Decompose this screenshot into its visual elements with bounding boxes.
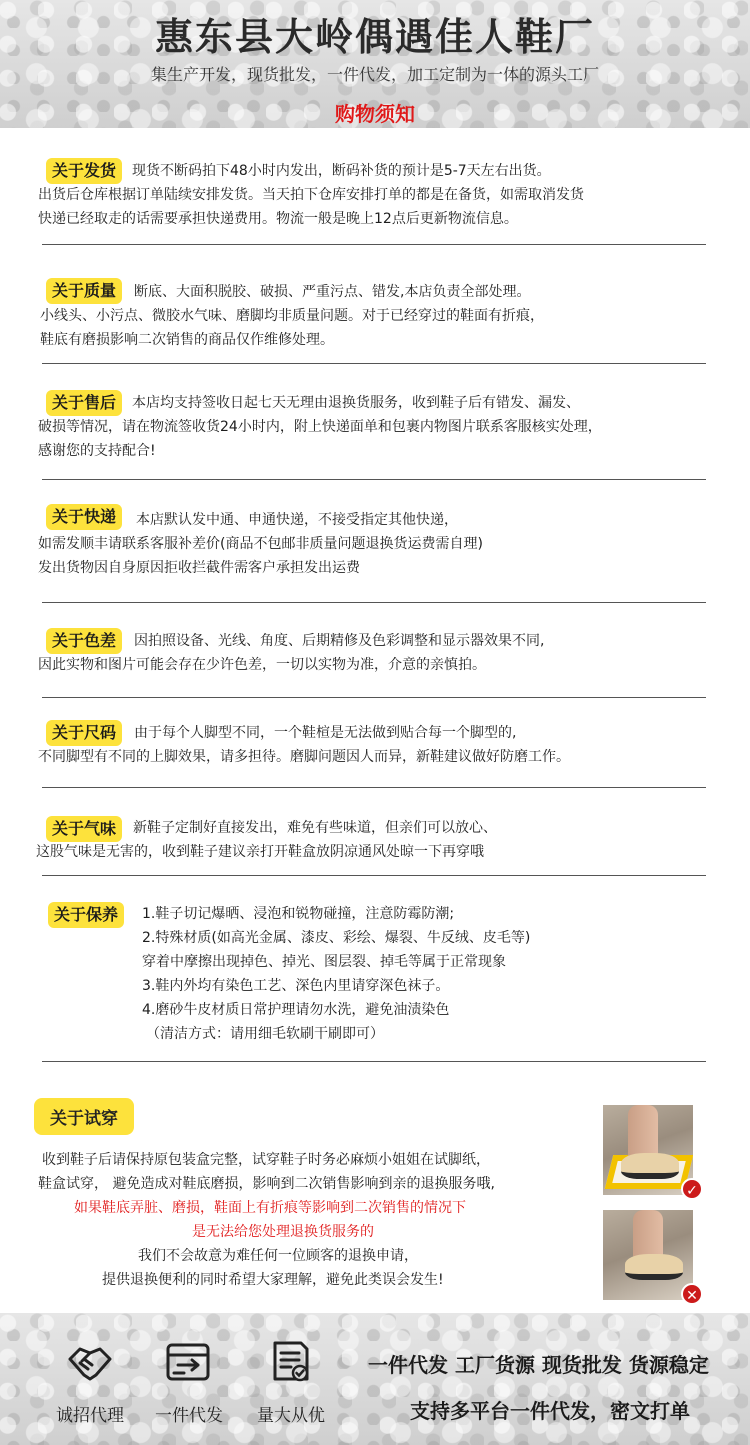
section-line: 发出货物因自身原因拒收拦截件需客户承担发出运费 (38, 560, 360, 576)
section-line: 穿着中摩擦出现掉色、掉光、图层裂、掉毛等属于正常现象 (142, 954, 506, 970)
section-line: 感谢您的支持配合! (38, 443, 156, 459)
section-line: 4.磨砂牛皮材质日常护理请勿水洗，避免油渍染色 (142, 1002, 450, 1018)
shopping-notice-heading: 购物须知 (335, 102, 415, 126)
section-line: 不同脚型有不同的上脚效果，请多担待。磨脚问题因人而异，新鞋建议做好防磨工作。 (38, 749, 570, 765)
section-line: （清洁方式：请用细毛软刷干刷即可） (146, 1026, 384, 1042)
tryon-line: 我们不会故意为难任何一位顾客的退换申请， (138, 1248, 418, 1264)
factory-subtitle: 集生产开发，现货批发，一件代发，加工定制为一体的源头工厂 (150, 65, 599, 84)
section-tag: 关于保养 (48, 902, 124, 928)
divider (42, 697, 706, 698)
section-line: 本店默认发中通、申通快递，不接受指定其他快递， (136, 512, 458, 528)
header-banner (0, 0, 750, 128)
footer-slogan-2: 支持多平台一件代发，密文打单 (410, 1399, 690, 1423)
section-line: 因拍照设备、光线、角度、后期精修及色彩调整和显示器效果不同, (134, 633, 545, 649)
section-line: 由于每个人脚型不同，一个鞋楦是无法做到贴合每一个脚型的, (134, 725, 517, 741)
section-line: 小线头、小污点、微胶水气味、磨脚均非质量问题。对于已经穿过的鞋面有折痕， (40, 308, 544, 324)
check-icon: ✓ (681, 1178, 703, 1200)
section-line: 快递已经取走的话需要承担快递费用。物流一般是晚上12点后更新物流信息。 (38, 211, 518, 227)
section-line: 出货后仓库根据订单陆续安排发货。当天拍下仓库安排打单的都是在备货，如需取消发货 (38, 187, 584, 203)
section-tag: 关于售后 (46, 390, 122, 416)
divider (42, 787, 706, 788)
notice-card (0, 128, 750, 1313)
factory-title: 惠东县大岭偶遇佳人鞋厂 (154, 15, 595, 59)
section-line: 3.鞋内外均有染色工艺、深色内里请穿深色袜子。 (142, 978, 450, 994)
section-line: 2.特殊材质(如高光金属、漆皮、彩绘、爆裂、牛反绒、皮毛等) (142, 930, 531, 946)
section-tag: 关于发货 (46, 158, 122, 184)
footer-item-dropship (144, 1339, 234, 1426)
tryon-line: 鞋盒试穿， 避免造成对鞋底磨损，影响到二次销售影响到亲的退换服务哦, (38, 1176, 495, 1192)
section-tag: 关于质量 (46, 278, 122, 304)
divider (42, 875, 706, 876)
divider (42, 1061, 706, 1062)
section-tag: 关于色差 (46, 628, 122, 654)
section-tag: 关于气味 (46, 816, 122, 842)
section-line: 破损等情况，请在物流签收货24小时内，附上快递面单和包裹内物图片联系客服核实处理， (38, 419, 602, 435)
tryon-warning-line: 如果鞋底弄脏、磨损，鞋面上有折痕等影响到二次销售的情况下 (74, 1200, 466, 1216)
shipping-box-icon (164, 1339, 214, 1385)
section-line: 因此实物和图片可能会存在少许色差，一切以实物为准，介意的亲慎拍。 (38, 657, 486, 673)
section-line: 这股气味是无害的，收到鞋子建议亲打开鞋盒放阴凉通风处晾一下再穿哦 (36, 844, 484, 860)
section-line: 本店均支持签收日起七天无理由退换货服务，收到鞋子后有错发、漏发、 (132, 395, 580, 411)
section-line: 断底、大面积脱胶、破损、严重污点、错发,本店负责全部处理。 (134, 284, 531, 300)
footer-item-bulk (246, 1339, 336, 1426)
section-line: 现货不断码拍下48小时内发出，断码补货的预计是5-7天左右出货。 (132, 163, 551, 179)
document-check-icon (269, 1339, 313, 1385)
footer-banner (0, 1313, 750, 1445)
section-line: 如需发顺丰请联系客服补差价(商品不包邮非质量问题退换货运费需自理) (38, 536, 483, 552)
section-tag: 关于快递 (46, 504, 122, 530)
divider (42, 602, 706, 603)
tryon-line: 收到鞋子后请保持原包装盒完整，试穿鞋子时务必麻烦小姐姐在试脚纸， (42, 1152, 490, 1168)
footer-label: 诚招代理 (56, 1406, 124, 1426)
section-line: 新鞋子定制好直接发出，难免有些味道，但亲们可以放心、 (133, 820, 497, 836)
handshake-icon (62, 1339, 118, 1385)
footer-label: 量大从优 (257, 1406, 325, 1426)
wrong-tryon-photo (603, 1210, 693, 1300)
section-tag: 关于尺码 (46, 720, 122, 746)
tryon-tag: 关于试穿 (34, 1098, 134, 1135)
section-line: 鞋底有磨损影响二次销售的商品仅作维修处理。 (40, 332, 334, 348)
footer-label: 一件代发 (155, 1406, 223, 1426)
section-line: 1.鞋子切记爆晒、浸泡和锐物碰撞，注意防霉防潮; (142, 906, 455, 922)
divider (42, 363, 706, 364)
divider (42, 479, 706, 480)
tryon-warning-line: 是无法给您处理退换货服务的 (192, 1224, 374, 1240)
correct-tryon-photo (603, 1105, 693, 1195)
divider (42, 244, 706, 245)
footer-item-agent (45, 1339, 135, 1426)
tryon-line: 提供退换便利的同时希望大家理解，避免此类误会发生! (102, 1272, 444, 1288)
footer-slogan-1: 一件代发 工厂货源 现货批发 货源稳定 (368, 1353, 709, 1377)
cross-icon: ✕ (681, 1283, 703, 1305)
